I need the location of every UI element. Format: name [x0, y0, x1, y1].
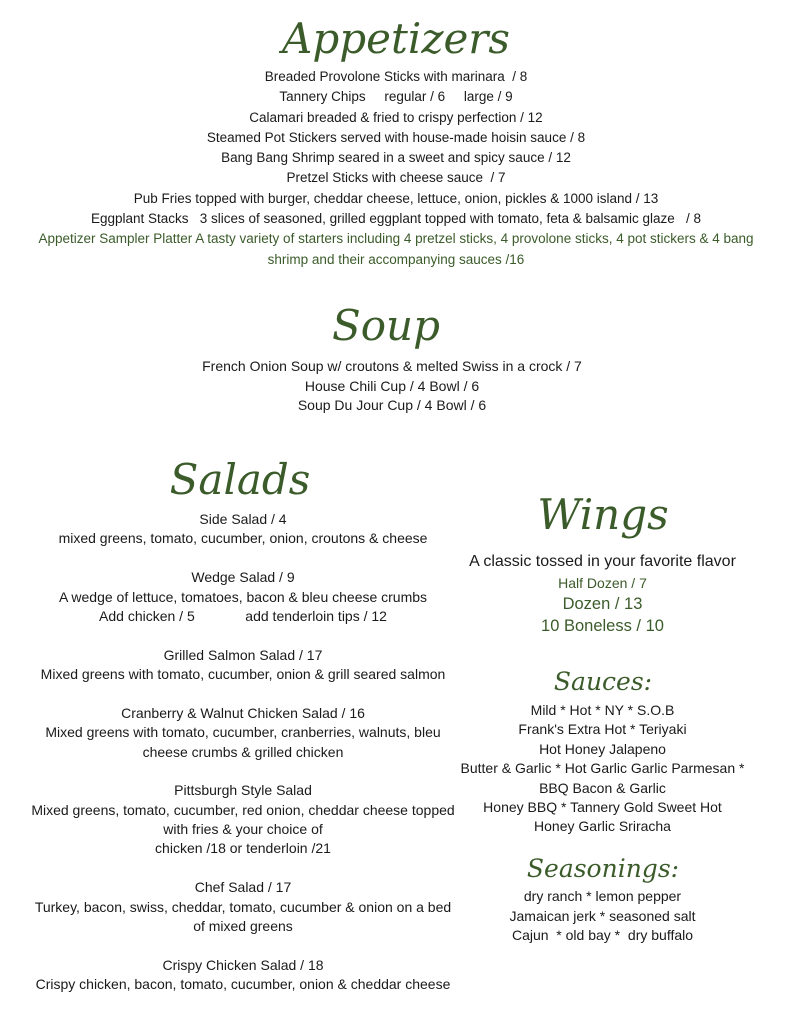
- salads-list: [18, 510, 468, 1014]
- salad-description: mixed greens, tomato, cucumber, onion, croutons & cheese: [58, 530, 428, 547]
- salad-name: Side Salad / 4: [199, 511, 287, 527]
- seasoning-line: dry ranch * lemon pepper: [523, 888, 682, 904]
- wings-half-dozen-price: Half Dozen / 7: [558, 575, 647, 591]
- salad-item: [18, 956, 468, 995]
- salad-item: [18, 878, 468, 936]
- salad-item: [18, 781, 468, 859]
- menu-item: Eggplant Stacks 3 slices of seasoned, grilled eggplant topped with tomato, feta & balsamic glaze / 8: [90, 211, 702, 227]
- menu-item: Pretzel Sticks with cheese sauce / 7: [286, 170, 506, 186]
- salad-item: [18, 568, 468, 626]
- soup-heading: Soup: [332, 301, 440, 350]
- wings-info: [450, 551, 755, 637]
- salad-description: Turkey, bacon, swiss, cheddar, tomato, cucumber & onion on a bed of mixed greens: [34, 898, 452, 934]
- sauce-line: BBQ Bacon & Garlic: [539, 779, 666, 796]
- menu-item: Soup Du Jour Cup / 4 Bowl / 6: [297, 397, 487, 413]
- sauce-line: Mild * Hot * NY * S.O.B: [530, 702, 675, 718]
- seasoning-line: Cajun * old bay * dry buffalo: [511, 927, 694, 944]
- sauce-line: Honey BBQ * Tannery Gold Sweet Hot: [483, 799, 722, 816]
- menu-item: House Chili Cup / 4 Bowl / 6: [304, 377, 480, 394]
- sauce-line: Hot Honey Jalapeno: [539, 740, 666, 757]
- soup-list: [0, 357, 784, 416]
- wings-boneless-price: 10 Boneless / 10: [541, 617, 664, 635]
- salad-item: [18, 510, 468, 549]
- menu-item: Tannery Chips regular / 6 large / 9: [279, 89, 513, 105]
- salad-description: Mixed greens with tomato, cucumber, onion & grill seared salmon: [40, 666, 446, 683]
- salad-name: Grilled Salmon Salad / 17: [163, 646, 323, 663]
- sauces-heading: Sauces:: [553, 667, 653, 696]
- salad-description: Mixed greens, tomato, cucumber, red onion, cheddar cheese topped with fries & your choice of: [31, 801, 455, 838]
- salad-name: Pittsburgh Style Salad: [174, 782, 312, 799]
- sauces-list: [450, 701, 755, 837]
- sauce-line: Honey Garlic Sriracha: [534, 818, 671, 835]
- appetizer-sampler-item: Appetizer Sampler Platter A tasty variety of starters including 4 pretzel sticks, 4 provolone sticks, 4 pot stickers & 4 bang shrimp and their accompanying sauces /16: [38, 231, 754, 267]
- salad-item: [18, 704, 468, 762]
- wings-description: A classic tossed in your favorite flavor: [469, 553, 736, 570]
- sauce-line: Butter & Garlic * Hot Garlic Garlic Parmesan *: [460, 760, 745, 777]
- salad-description: A wedge of lettuce, tomatoes, bacon & bleu cheese crumbs: [58, 588, 428, 605]
- sauce-line: Frank's Extra Hot * Teriyaki: [518, 721, 687, 738]
- appetizers-list: [0, 67, 792, 270]
- salad-name: Crispy Chicken Salad / 18: [162, 956, 324, 973]
- salad-name: Chef Salad / 17: [194, 879, 292, 896]
- salad-item: [18, 646, 468, 685]
- menu-item: Pub Fries topped with burger, cheddar cheese, lettuce, onion, pickles & 1000 island / 13: [133, 190, 659, 206]
- wings-dozen-price: Dozen / 13: [562, 595, 643, 613]
- menu-item: Steamed Pot Stickers served with house-made hoisin sauce / 8: [206, 129, 586, 145]
- salads-heading: Salads: [169, 455, 311, 504]
- seasonings-list: [450, 887, 755, 946]
- salad-addons: Add chicken / 5 add tenderloin tips / 12: [99, 607, 387, 624]
- menu-item: Bang Bang Shrimp seared in a sweet and spicy sauce / 12: [221, 150, 571, 166]
- salad-description: Crispy chicken, bacon, tomato, cucumber, onion & cheddar cheese: [35, 976, 451, 993]
- menu-item: Calamari breaded & fried to crispy perfection / 12: [249, 109, 543, 125]
- menu-item: French Onion Soup w/ croutons & melted Swiss in a crock / 7: [202, 358, 582, 374]
- seasoning-line: Jamaican jerk * seasoned salt: [509, 907, 696, 924]
- salad-name: Cranberry & Walnut Chicken Salad / 16: [121, 704, 365, 721]
- seasonings-heading: Seasonings:: [526, 854, 680, 883]
- wings-heading: Wings: [537, 490, 669, 539]
- salad-description: Mixed greens with tomato, cucumber, cranberries, walnuts, bleu cheese crumbs & grilled chicken: [45, 724, 441, 760]
- appetizers-heading: Appetizers: [282, 14, 510, 63]
- salad-options: chicken /18 or tenderloin /21: [155, 840, 331, 857]
- menu-item: Breaded Provolone Sticks with marinara / 8: [264, 69, 528, 84]
- salad-name: Wedge Salad / 9: [191, 569, 295, 586]
